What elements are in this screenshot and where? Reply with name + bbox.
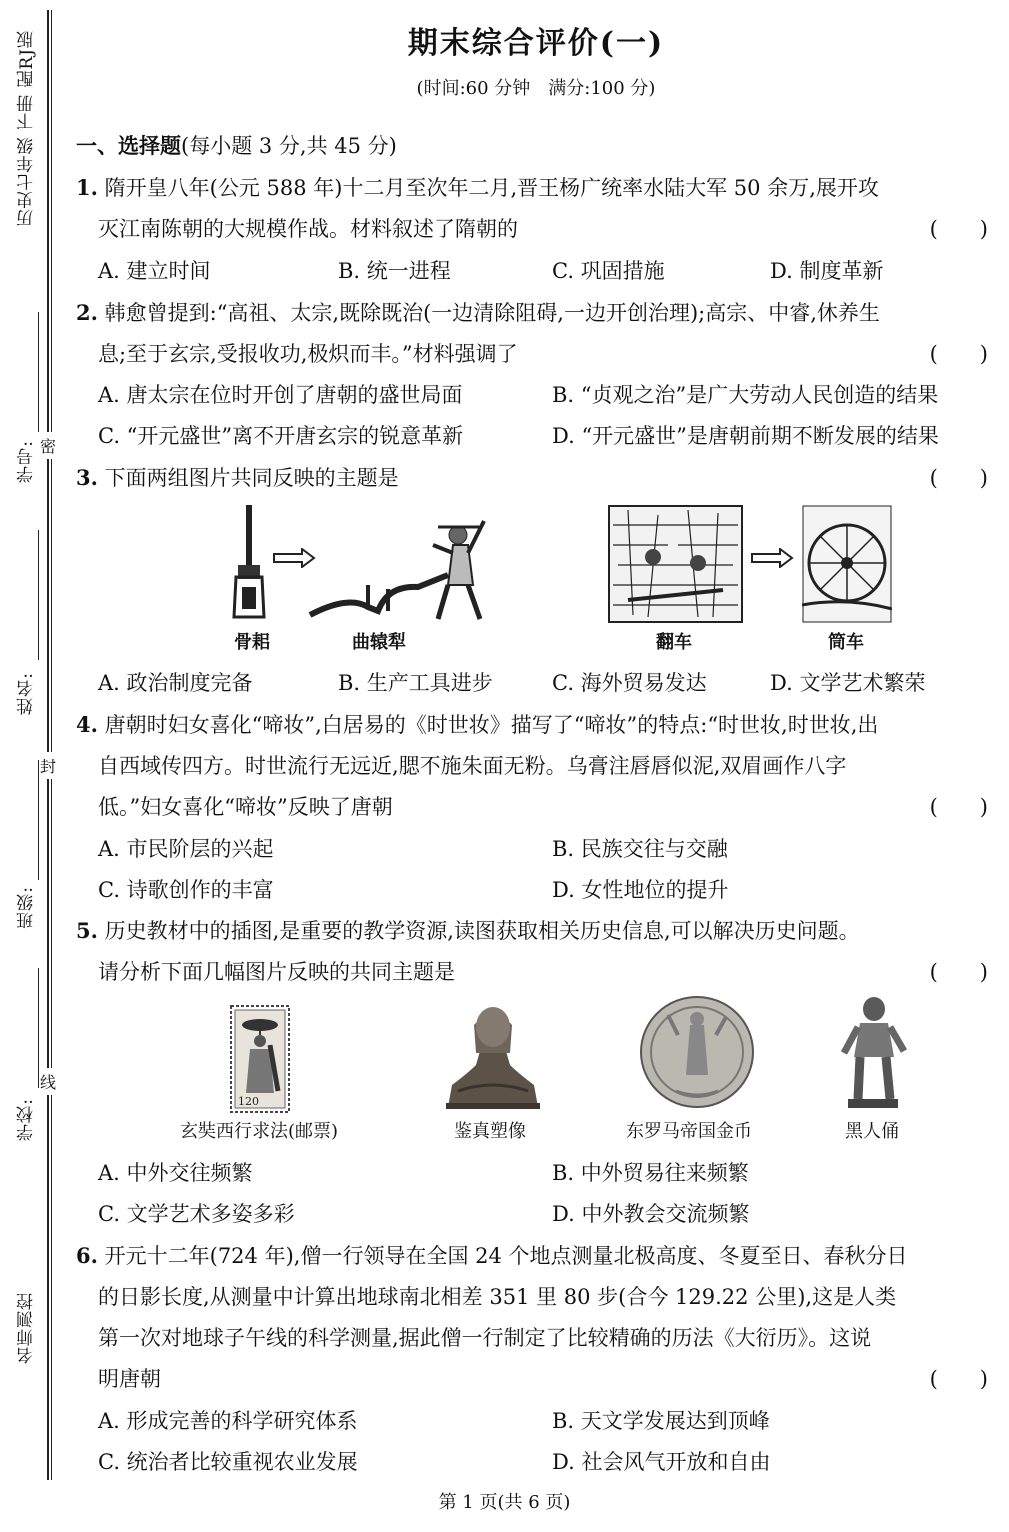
q1-option-d[interactable]: D. 制度革新 — [770, 259, 884, 283]
class-blank[interactable] — [38, 760, 39, 880]
q5-caption-4: 黑人俑 — [845, 1121, 899, 1142]
gold-coin-image — [638, 995, 756, 1110]
q3-caption-1: 骨耜 — [234, 632, 270, 653]
seal-char-mi: 密 — [40, 432, 56, 459]
margin-rule — [47, 10, 49, 1480]
page-footer: 第 1 页(共 6 页) — [438, 1492, 571, 1513]
q4-option-a[interactable]: A. 市民阶层的兴起 — [98, 837, 274, 861]
q3-caption-3: 翻车 — [656, 632, 692, 653]
black-figurine-image — [838, 995, 910, 1110]
name-blank[interactable] — [38, 530, 39, 660]
q5-option-a[interactable]: A. 中外交往频繁 — [98, 1161, 253, 1185]
q1-option-c[interactable]: C. 巩固措施 — [552, 259, 665, 283]
q2-option-c[interactable]: C. “开元盛世”离不开唐玄宗的锐意革新 — [98, 424, 464, 448]
q4-option-b[interactable]: B. 民族交往与交融 — [552, 837, 728, 861]
q1-answer-box[interactable]: ( ) — [929, 217, 988, 241]
q2-option-b[interactable]: B. “贞观之治”是广大劳动人民创造的结果 — [552, 383, 939, 407]
q1-line2: 灭江南陈朝的大规模作战。材料叙述了隋朝的 — [98, 217, 518, 241]
curved-plow-image — [308, 515, 498, 625]
seal-char-xian: 线 — [40, 1068, 56, 1095]
q1-number: 1. — [76, 175, 98, 200]
q6-answer-box[interactable]: ( ) — [929, 1367, 988, 1391]
q6-text1: 开元十二年(724 年),僧一行领导在全国 24 个地点测量北极高度、冬夏至日、春秋分日 — [104, 1244, 908, 1268]
q3-option-d[interactable]: D. 文学艺术繁荣 — [770, 671, 926, 695]
q3-option-c[interactable]: C. 海外贸易发达 — [552, 671, 707, 695]
q4-option-d[interactable]: D. 女性地位的提升 — [552, 878, 729, 902]
q6-line4: 明唐朝 — [98, 1367, 161, 1391]
school-blank[interactable] — [38, 968, 39, 1088]
q4-line3: 低。”妇女喜化“啼妆”反映了唐朝 — [98, 795, 393, 819]
q5-line1 — [76, 915, 860, 945]
q5-option-d[interactable]: D. 中外教会交流频繁 — [552, 1202, 750, 1226]
stamp-value: 120 — [238, 1095, 259, 1108]
page-title: 期末综合评价(一) — [407, 26, 665, 61]
q5-number: 5. — [76, 918, 98, 943]
q3-text1: 下面两组图片共同反映的主题是 — [104, 466, 399, 490]
q6-line1 — [76, 1240, 908, 1270]
q2-line1 — [76, 297, 880, 327]
q1-text1: 隋开皇八年(公元 588 年)十二月至次年二月,晋王杨广统率水陆大军 50 余万,展开攻 — [104, 176, 879, 200]
exam-subtitle: (时间:60 分钟 满分:100 分) — [416, 78, 656, 99]
brand-label: 名师测控 — [17, 1292, 37, 1364]
section-note: (每小题 3 分,共 45 分) — [181, 134, 397, 158]
q3-answer-box[interactable]: ( ) — [929, 466, 988, 490]
stamp-image — [230, 1005, 290, 1113]
q4-line1 — [76, 709, 878, 739]
q4-answer-box[interactable]: ( ) — [929, 795, 988, 819]
q3-caption-2: 曲辕犁 — [352, 632, 406, 653]
tube-wheel-image — [802, 505, 892, 623]
q5-caption-3: 东罗马帝国金币 — [626, 1121, 752, 1142]
q5-caption-1: 玄奘西行求法(邮票) — [180, 1121, 339, 1142]
q4-text1: 唐朝时妇女喜化“啼妆”,白居易的《时世妆》描写了“啼妆”的特点:“时世妆,时世妆,出 — [104, 713, 879, 737]
q5-caption-2: 鉴真塑像 — [454, 1121, 526, 1142]
q6-line3: 第一次对地球子午线的科学测量,据此僧一行制定了比较精确的历法《大衍历》。这说 — [98, 1326, 872, 1350]
q5-answer-box[interactable]: ( ) — [929, 960, 988, 984]
q3-number: 3. — [76, 465, 98, 490]
q6-option-a[interactable]: A. 形成完善的科学研究体系 — [98, 1409, 358, 1433]
q2-option-a[interactable]: A. 唐太宗在位时开创了唐朝的盛世局面 — [98, 383, 463, 407]
q3-line1 — [76, 462, 399, 492]
jianzhen-statue-image — [438, 995, 548, 1110]
student-no-label: 学号: — [17, 440, 37, 483]
student-no-blank[interactable] — [38, 312, 39, 432]
q2-line2: 息;至于玄宗,受报收功,极炽而丰。”材料强调了 — [98, 342, 518, 366]
bone-spade-image — [230, 505, 270, 625]
series-label: 历史七年级 下册 配RJ版 — [17, 30, 37, 227]
binding-margin — [0, 0, 60, 1532]
margin-rule-thin — [51, 10, 52, 1480]
school-label: 学校: — [17, 1098, 37, 1141]
square-pallet-image — [608, 505, 743, 623]
section-label: 一、选择题 — [76, 133, 181, 158]
q4-option-c[interactable]: C. 诗歌创作的丰富 — [98, 878, 274, 902]
q2-option-d[interactable]: D. “开元盛世”是唐朝前期不断发展的结果 — [552, 424, 939, 448]
q6-option-c[interactable]: C. 统治者比较重视农业发展 — [98, 1450, 358, 1474]
q5-text1: 历史教材中的插图,是重要的教学资源,读图获取相关历史信息,可以解决历史问题。 — [104, 919, 860, 943]
q4-line2: 自西域传四方。时世流行无远近,腮不施朱面无粉。乌膏注唇唇似泥,双眉画作八字 — [98, 754, 847, 778]
q6-option-d[interactable]: D. 社会风气开放和自由 — [552, 1450, 771, 1474]
q3-caption-4: 筒车 — [828, 632, 864, 653]
class-label: 班级: — [17, 886, 37, 929]
seal-char-feng: 封 — [40, 752, 56, 779]
name-label: 姓名: — [17, 672, 37, 715]
q6-line2: 的日影长度,从测量中计算出地球南北相差 351 里 80 步(合今 129.22 公里),这是人类 — [98, 1285, 897, 1309]
q1-option-a[interactable]: A. 建立时间 — [98, 259, 211, 283]
q5-option-c[interactable]: C. 文学艺术多姿多彩 — [98, 1202, 295, 1226]
q2-text1: 韩愈曾提到:“高祖、太宗,既除既治(一边清除阻碍,一边开创治理);高宗、中睿,休养生 — [104, 301, 880, 325]
q2-number: 2. — [76, 300, 98, 325]
q5-line2: 请分析下面几幅图片反映的共同主题是 — [98, 960, 455, 984]
q3-option-b[interactable]: B. 生产工具进步 — [338, 671, 493, 695]
section-heading — [76, 130, 397, 160]
arrow-icon-2 — [750, 548, 794, 568]
q6-number: 6. — [76, 1243, 98, 1268]
q3-option-a[interactable]: A. 政治制度完备 — [98, 671, 253, 695]
q5-option-b[interactable]: B. 中外贸易往来频繁 — [552, 1161, 749, 1185]
q6-option-b[interactable]: B. 天文学发展达到顶峰 — [552, 1409, 770, 1433]
q1-option-b[interactable]: B. 统一进程 — [338, 259, 451, 283]
q1-line1 — [76, 172, 879, 202]
q4-number: 4. — [76, 712, 98, 737]
q2-answer-box[interactable]: ( ) — [929, 342, 988, 366]
